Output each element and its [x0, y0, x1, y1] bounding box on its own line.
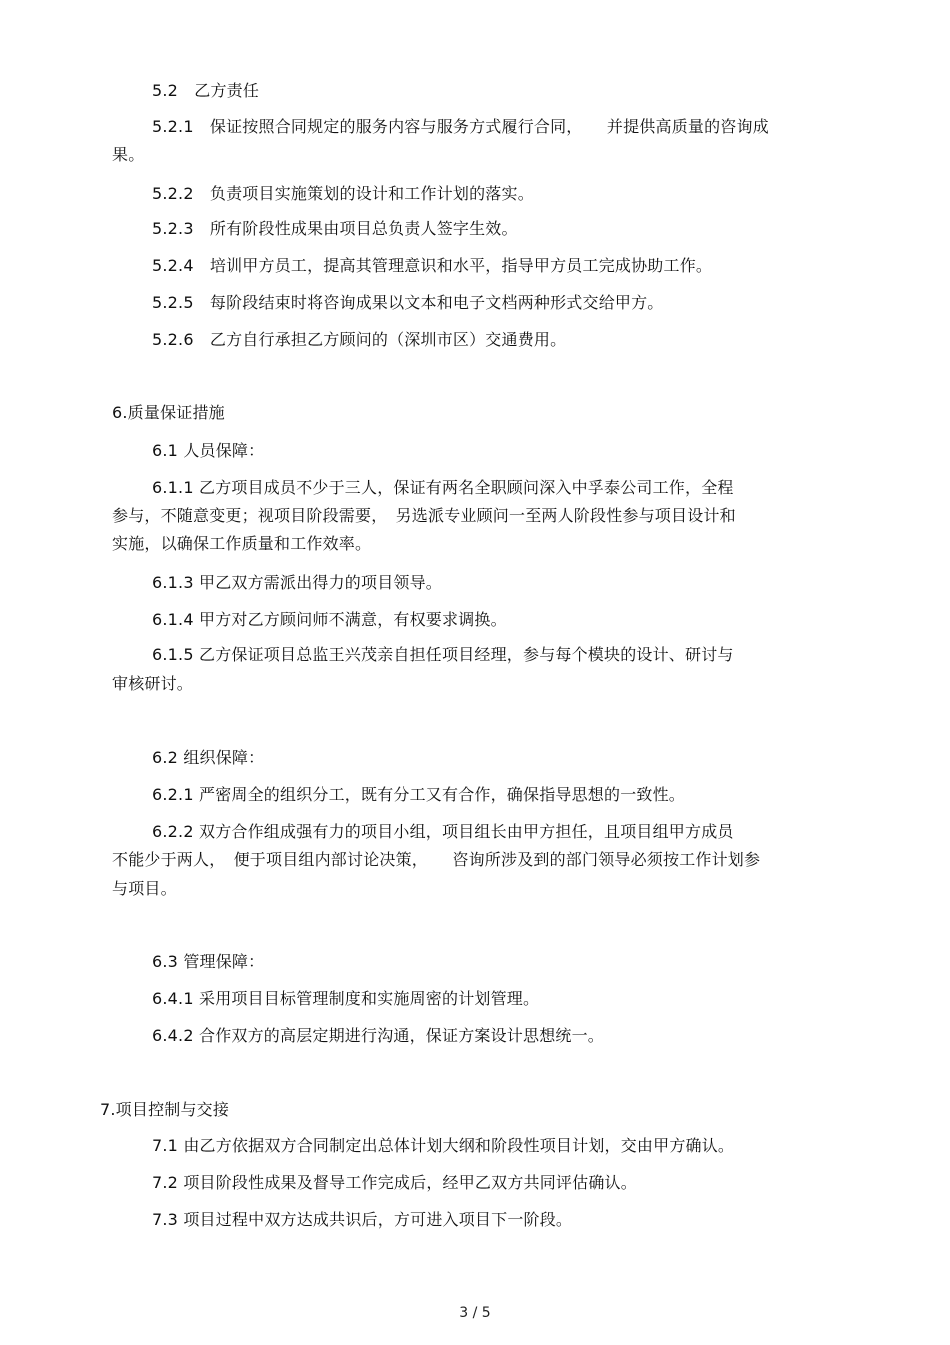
clause-6-1-1: 6.1.1 乙方项目成员不少于三人，保证有两名全职顾问深入中孚泰公司工作，全程 — [152, 478, 734, 497]
page-number: 3 / 5 — [459, 1305, 491, 1321]
clause-6-2-2: 6.2.2 双方合作组成强有力的项目小组，项目组长由甲方担任，且项目组甲方成员 — [152, 822, 734, 841]
clause-7-1: 7.1 由乙方依据双方合同制定出总体计划大纲和阶段性项目计划，交由甲方确认。 — [152, 1136, 735, 1155]
clause-5-2-5: 5.2.5 每阶段结束时将咨询成果以文本和电子文档两种形式交给甲方。 — [152, 293, 664, 312]
clause-5-2-2: 5.2.2 负责项目实施策划的设计和工作计划的落实。 — [152, 184, 534, 203]
section-heading-7: 7.项目控制与交接 — [100, 1100, 230, 1119]
clause-6-1-3: 6.1.3 甲乙双方需派出得力的项目领导。 — [152, 573, 442, 592]
clause-5-2-1-cont: 果。 — [112, 145, 145, 164]
clause-7-2: 7.2 项目阶段性成果及督导工作完成后，经甲乙双方共同评估确认。 — [152, 1173, 637, 1192]
clause-6-2-2-cont: 与项目。 — [112, 879, 177, 898]
clause-5-2-1: 5.2.1 保证按照合同规定的服务内容与服务方式履行合同， 并提供高质量的咨询成 — [152, 117, 769, 136]
clause-6-1-5-cont: 审核研讨。 — [112, 674, 194, 693]
clause-6-1-5: 6.1.5 乙方保证项目总监王兴茂亲自担任项目经理，参与每个模块的设计、研讨与 — [152, 645, 734, 664]
clause-5-2-6: 5.2.6 乙方自行承担乙方顾问的（深圳市区）交通费用。 — [152, 330, 567, 349]
clause-6-1-4: 6.1.4 甲方对乙方顾问师不满意，有权要求调换。 — [152, 610, 507, 629]
clause-6-2-1: 6.2.1 严密周全的组织分工，既有分工又有合作，确保指导思想的一致性。 — [152, 785, 685, 804]
subsection-heading-6-3: 6.3 管理保障： — [152, 952, 265, 971]
clause-6-2-2-cont: 不能少于两人， 便于项目组内部讨论决策， 咨询所涉及到的部门领导必须按工作计划参 — [112, 850, 761, 869]
clause-5-2-3: 5.2.3 所有阶段性成果由项目总负责人签字生效。 — [152, 219, 518, 238]
clause-6-1-1-cont: 参与，不随意变更；视项目阶段需要， 另选派专业顾问一至两人阶段性参与项目设计和 — [112, 506, 736, 525]
clause-6-4-1: 6.4.1 采用项目目标管理制度和实施周密的计划管理。 — [152, 989, 540, 1008]
clause-5-2-4: 5.2.4 培训甲方员工，提高其管理意识和水平，指导甲方员工完成协助工作。 — [152, 256, 713, 275]
section-heading-5-2: 5.2 乙方责任 — [152, 81, 260, 100]
clause-6-1-1-cont: 实施，以确保工作质量和工作效率。 — [112, 534, 372, 553]
subsection-heading-6-1: 6.1 人员保障： — [152, 441, 265, 460]
clause-6-4-2: 6.4.2 合作双方的高层定期进行沟通，保证方案设计思想统一。 — [152, 1026, 604, 1045]
clause-7-3: 7.3 项目过程中双方达成共识后，方可进入项目下一阶段。 — [152, 1210, 573, 1229]
subsection-heading-6-2: 6.2 组织保障： — [152, 748, 265, 767]
section-heading-6: 6.质量保证措施 — [112, 403, 225, 422]
